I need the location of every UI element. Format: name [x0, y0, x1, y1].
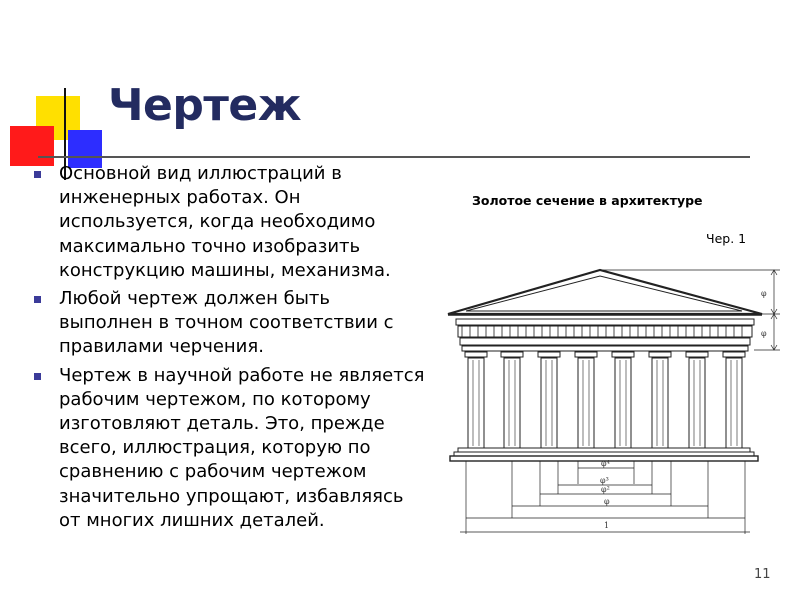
bullet-marker-icon [34, 171, 41, 178]
decor-red-square [10, 126, 54, 166]
dim-label: φ² [601, 485, 610, 494]
temple-drawing [440, 262, 784, 544]
page-number: 11 [754, 567, 771, 582]
pediment [448, 270, 762, 314]
dim-label: φ³ [600, 476, 609, 485]
bullet-text: Основной вид иллюстраций в инженерных работах. Он используется, когда необходимо максимально точно изобразить конструкцию машины, механизма. [59, 163, 391, 281]
dim-label: φ [761, 289, 767, 298]
bullet-list [34, 162, 429, 537]
dim-label: φ⁴ [601, 459, 610, 468]
bullet-marker-icon [34, 373, 41, 380]
bullet-item [34, 287, 429, 360]
dim-label: φ [761, 329, 767, 338]
bullet-text: Любой чертеж должен быть выполнен в точном соответствии с правилами черчения. [59, 288, 394, 358]
bullet-marker-icon [34, 296, 41, 303]
figure-label: Чер. 1 [706, 231, 747, 246]
dim-label: φ [604, 497, 610, 506]
title-underline [38, 156, 750, 158]
temple-columns [465, 352, 745, 448]
dim-label: 1 [604, 521, 610, 530]
slide-title: Чертеж [108, 80, 302, 131]
figure-title: Золотое сечение в архитектуре [472, 193, 703, 208]
bullet-item [34, 364, 429, 533]
bullet-text: Чертеж в научной работе не является рабочим чертежом, по которому изготовляют деталь. Это, прежде всего, иллюстрация, которую по сравнению с рабочим чертежом значительно упрощают, избавляясь от многих лишних деталей. [59, 364, 425, 531]
bullet-item [34, 162, 429, 283]
